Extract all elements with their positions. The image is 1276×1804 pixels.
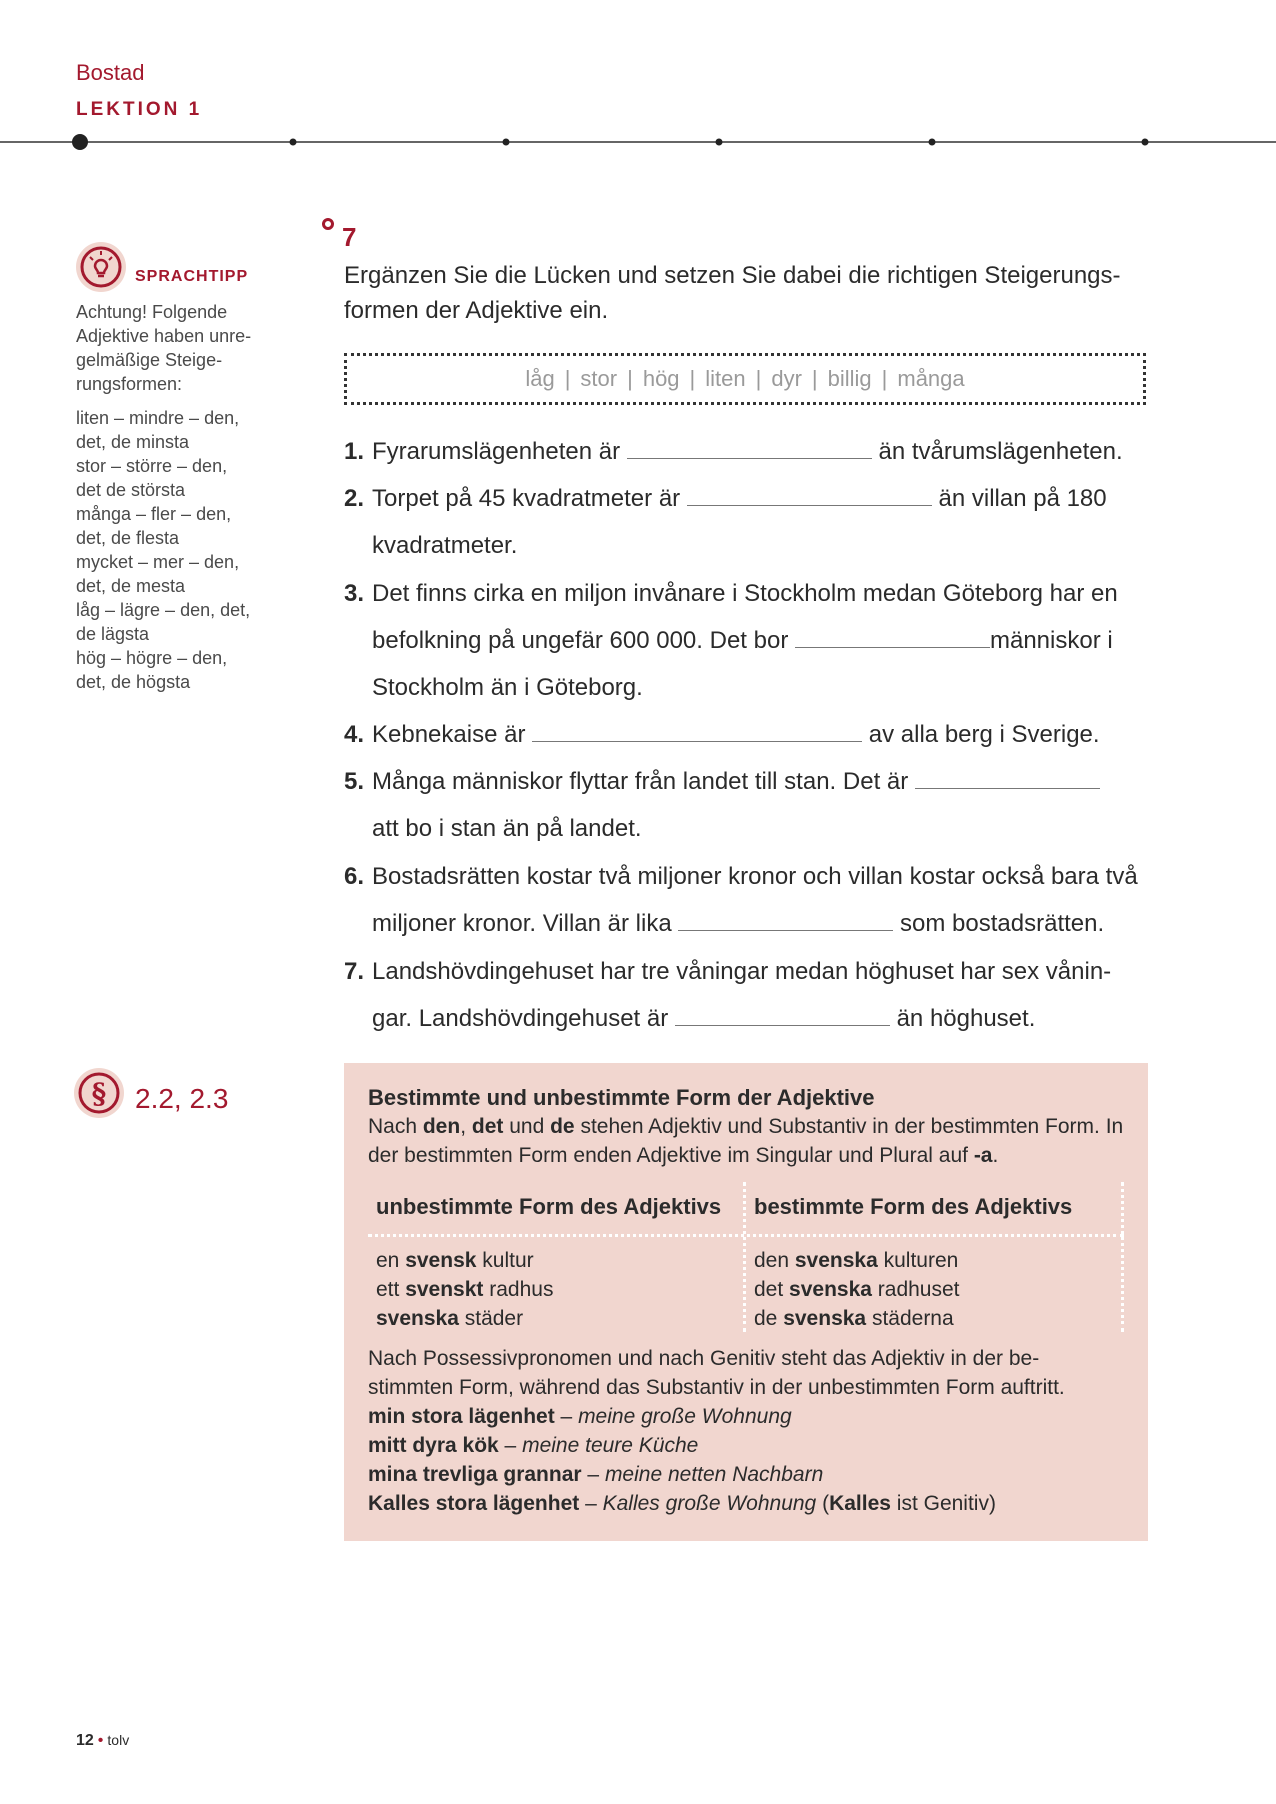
answer-blank[interactable] (532, 719, 862, 742)
item-text: människor i (989, 627, 1113, 654)
item-text: Bostadsrätten kostar två miljoner kronor och villan kostar också bara två (372, 863, 1138, 890)
tip-form: stor – större – den, det de största (76, 456, 228, 500)
page-footer: 12 • tolv (76, 1732, 130, 1749)
word-bank-word: hög (642, 366, 680, 391)
example-line: mitt dyra kök – meine teure Küche (368, 1434, 699, 1457)
tip-form: låg – lägre – den, det, de lägsta (76, 600, 251, 644)
exercise-item (344, 758, 1144, 852)
instruction-line: Ergänzen Sie die Lücken und setzen Sie dabei die richtigen Steigerungs- (344, 262, 1121, 289)
grammar-reference: 2.2, 2.3 (135, 1083, 229, 1114)
item-text: Det finns cirka en miljon invånare i Stockholm medan Göteborg har en (372, 580, 1118, 607)
item-number: 2. (344, 485, 365, 512)
grammar-box (344, 1063, 1148, 1541)
item-text: av alla berg i Sverige. (868, 721, 1100, 748)
answer-blank[interactable] (795, 625, 990, 648)
example-line: min stora lägenhet – meine große Wohnung (368, 1405, 792, 1428)
lightbulb-icon (74, 240, 128, 294)
tip-intro: Achtung! Folgende Adjektive haben unre-gelmäßige Steige-rungsformen: (76, 302, 252, 394)
item-text: än villan på 180 (938, 485, 1107, 512)
item-text: Många människor flyttar från landet till stan. Det är (372, 768, 909, 795)
column-header: unbestimmte Form des Adjektivs (376, 1194, 722, 1219)
lesson-timeline (0, 128, 1276, 158)
timeline-dot (1142, 139, 1149, 146)
tip-text (76, 300, 276, 694)
answer-blank[interactable] (687, 483, 932, 506)
item-text: kvadratmeter. (372, 532, 518, 559)
exercise-item (344, 570, 1144, 711)
word-bank-word: billig (827, 366, 872, 391)
item-text: att bo i stan än på landet. (372, 815, 642, 842)
timeline-dot (503, 139, 510, 146)
answer-blank[interactable] (675, 1003, 890, 1026)
item-text: Kebnekaise är (372, 721, 526, 748)
exercise-item (344, 853, 1144, 947)
adjective-form-table (368, 1182, 1124, 1332)
definite-column (746, 1182, 1122, 1333)
svg-text:§: § (91, 1077, 107, 1110)
column-header: bestimmte Form des Adjektivs (754, 1194, 1073, 1219)
grammar-note: Nach Possessivpronomen und nach Genitiv steht das Adjektiv in der be-stimmten Form, während das Substantiv in der unbestimmten Form auftritt. (368, 1347, 1065, 1399)
item-text: än tvårumslägenheten. (878, 438, 1123, 465)
instruction-line: formen der Adjektive ein. (344, 297, 609, 324)
item-text: som bostadsrätten. (900, 910, 1105, 937)
answer-blank[interactable] (915, 766, 1100, 789)
word-bank-word: många (897, 366, 965, 391)
tip-forms-list (76, 406, 276, 694)
word-bank-word: stor (580, 366, 618, 391)
tip-form: hög – högre – den, det, de högsta (76, 648, 228, 692)
item-text: befolkning på ungefär 600 000. Det bor (372, 627, 789, 654)
item-number: 5. (344, 768, 365, 795)
item-text: än höghuset. (896, 1005, 1036, 1032)
audio-marker-icon (322, 218, 334, 230)
grammar-intro: Nach den, det und de stehen Adjektiv und Substantiv in der bestimmten Form. In der bestimmten Form enden Adjektive im Singular und Plural auf -a. (368, 1115, 1124, 1167)
table-row: den svenska kulturen (754, 1249, 959, 1272)
tip-form: många – fler – den, det, de flesta (76, 504, 232, 548)
tip-label: SPRACHTIPP (135, 268, 249, 285)
timeline-dot-active (72, 134, 88, 150)
table-row: en svensk kultur (376, 1249, 534, 1272)
example-line: Kalles stora lägenhet – Kalles große Wohnung (Kalles ist Genitiv) (368, 1492, 996, 1515)
item-number: 4. (344, 721, 365, 748)
exercise-item (344, 475, 1144, 569)
paragraph-icon (72, 1066, 126, 1120)
example-line: mina trevliga grannar – meine netten Nachbarn (368, 1463, 824, 1486)
answer-blank[interactable] (678, 908, 893, 931)
lesson-label: LEKTION 1 (76, 99, 203, 120)
grammar-title: Bestimmte und unbestimmte Form der Adjektive (368, 1085, 875, 1110)
table-row: svenska städer (376, 1307, 524, 1330)
exercise-number: 7 (342, 222, 357, 252)
item-text: gar. Landshövdingehuset är (372, 1005, 669, 1032)
exercise-item (344, 428, 1144, 475)
timeline-dot (716, 139, 723, 146)
item-text: Torpet på 45 kvadratmeter är (372, 485, 681, 512)
word-bank: låg | stor | hög | liten | dyr | billig | många (344, 353, 1146, 405)
timeline-dot (290, 139, 297, 146)
word-bank-word: låg (525, 366, 555, 391)
answer-blank[interactable] (627, 436, 872, 459)
item-number: 6. (344, 863, 365, 890)
item-number: 1. (344, 438, 365, 465)
page-number: 12 (76, 1732, 94, 1749)
exercise-instruction (344, 258, 1144, 328)
word-bank-word: liten (705, 366, 746, 391)
table-row: ett svenskt radhus (376, 1278, 554, 1301)
tip-form: liten – mindre – den, det, de minsta (76, 408, 240, 452)
tip-form: mycket – mer – den, det, de mesta (76, 552, 240, 596)
table-row: det svenska radhuset (754, 1278, 960, 1301)
item-text: Landshövdingehuset har tre våningar medan höghuset har sex vånin- (372, 958, 1112, 985)
page-number-word: tolv (107, 1732, 130, 1748)
item-number: 7. (344, 958, 365, 985)
exercise-item (344, 711, 1144, 758)
indefinite-column (368, 1182, 744, 1333)
timeline-dot (929, 139, 936, 146)
item-text: miljoner kronor. Villan är lika (372, 910, 672, 937)
item-text: Stockholm än i Göteborg. (372, 674, 643, 701)
word-bank-word: dyr (771, 366, 802, 391)
table-row: de svenska städerna (754, 1307, 954, 1330)
chapter-title: Bostad (76, 60, 145, 85)
exercise-item (344, 948, 1144, 1042)
item-number: 3. (344, 580, 365, 607)
item-text: Fyrarumslägenheten är (372, 438, 621, 465)
